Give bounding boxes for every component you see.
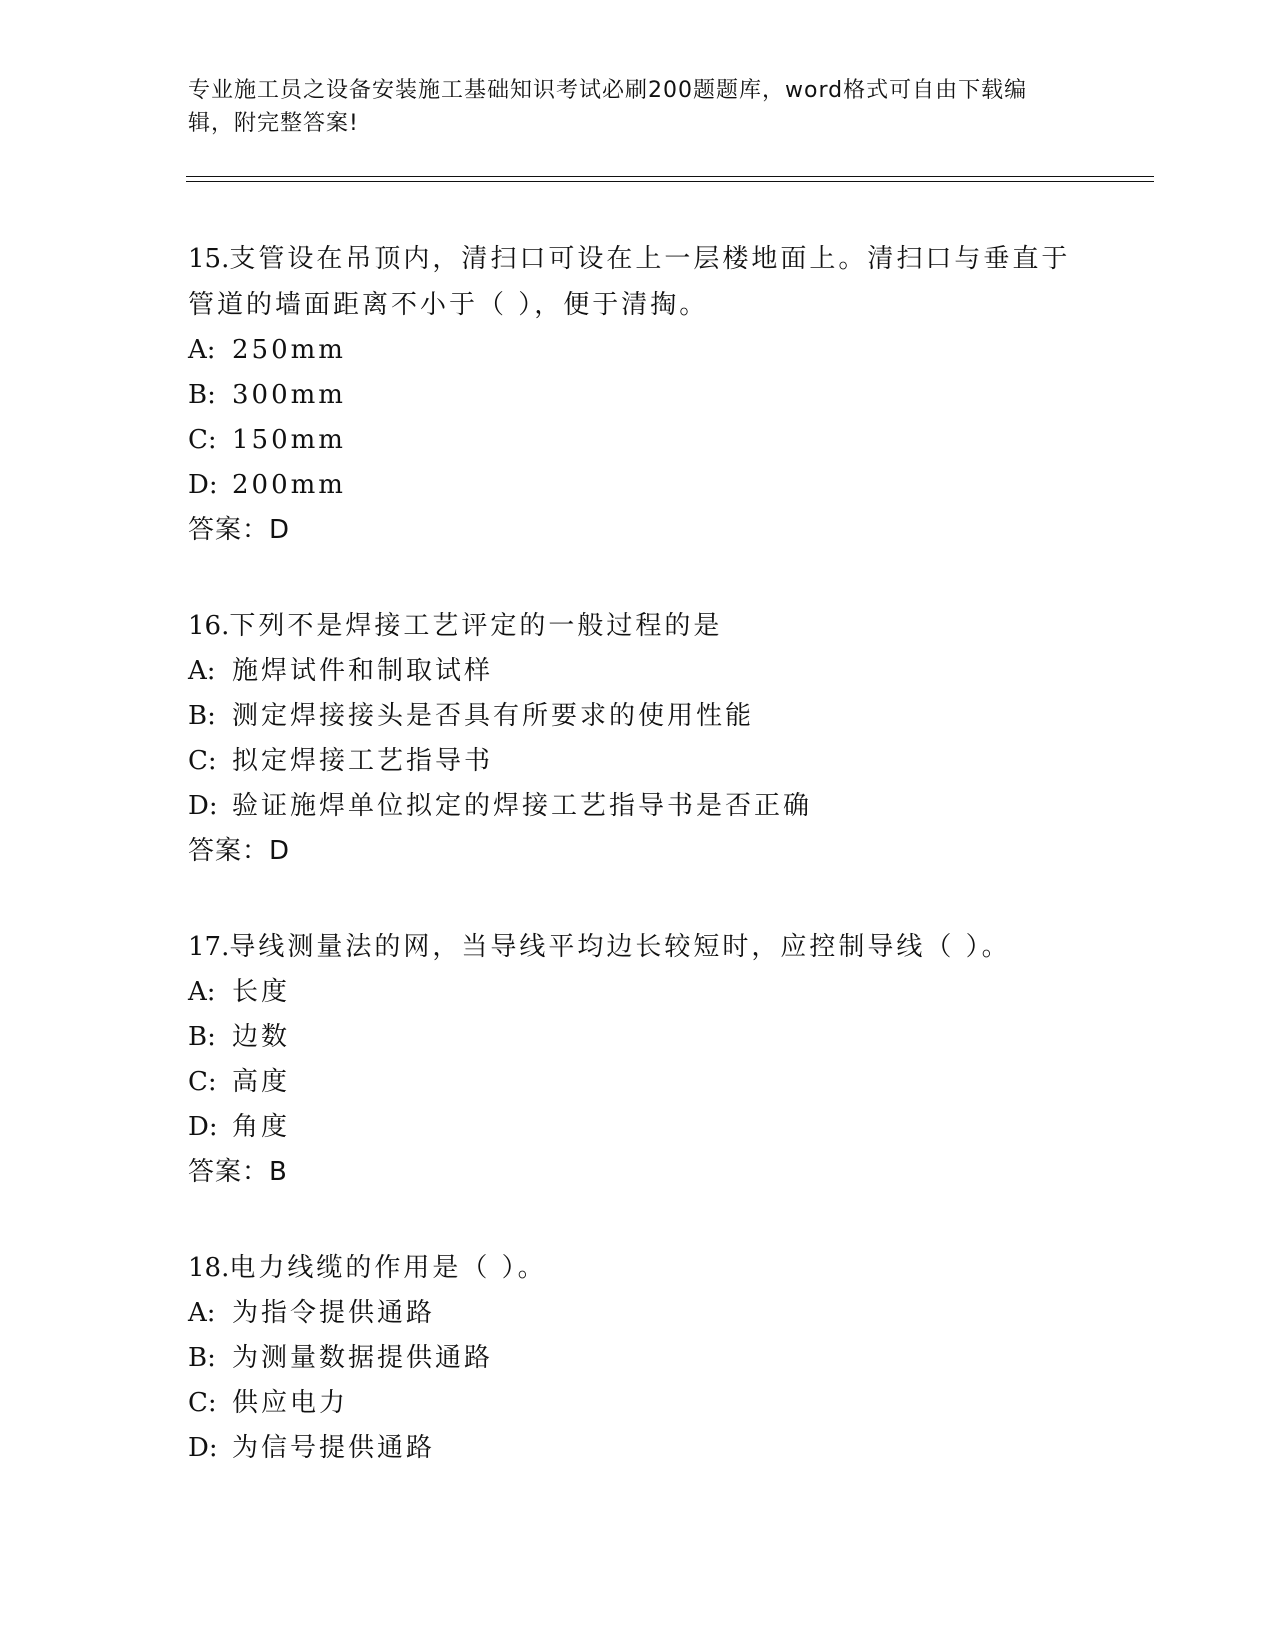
header-rule-bottom xyxy=(186,181,1154,182)
option-text: 长度 xyxy=(232,977,291,1007)
option-d xyxy=(188,1105,1088,1150)
option-letter: B: xyxy=(188,1022,216,1052)
option-a xyxy=(188,328,1088,373)
answer-line: 答案：D xyxy=(188,515,291,545)
question-number: 17. xyxy=(188,932,230,962)
option-letter: D: xyxy=(188,470,218,500)
option-b xyxy=(188,373,1088,418)
question-stem xyxy=(188,603,1088,649)
option-letter: A: xyxy=(188,656,216,686)
option-letter: C: xyxy=(188,1388,217,1418)
question-stem xyxy=(188,1245,1088,1291)
question-number: 18. xyxy=(188,1253,230,1283)
option-text: 边数 xyxy=(232,1022,291,1052)
header-rule-top xyxy=(186,176,1154,177)
question-text: 支管设在吊顶内，清扫口可设在上一层楼地面上。清扫口与垂直于管道的墙面距离不小于（ ），便于清掏。 xyxy=(188,244,1071,320)
question-text: 电力线缆的作用是（ ）。 xyxy=(229,1253,547,1283)
option-text: 角度 xyxy=(232,1112,291,1142)
header-title: 专业施工员之设备安装施工基础知识考试必刷200题题库，word格式可自由下载编辑，附完整答案! xyxy=(188,78,1028,136)
option-d xyxy=(188,1426,1088,1471)
option-d xyxy=(188,784,1088,829)
option-a xyxy=(188,649,1088,694)
option-text: 200mm xyxy=(232,470,346,500)
option-letter: B: xyxy=(188,1343,216,1373)
option-text: 为指令提供通路 xyxy=(232,1298,436,1328)
option-c xyxy=(188,739,1088,784)
option-c xyxy=(188,1381,1088,1426)
option-text: 施焊试件和制取试样 xyxy=(232,656,494,686)
option-letter: D: xyxy=(188,791,218,821)
option-text: 150mm xyxy=(232,425,346,455)
option-letter: A: xyxy=(188,1298,216,1328)
question-15 xyxy=(188,236,1088,553)
option-text: 300mm xyxy=(232,380,346,410)
question-17 xyxy=(188,924,1088,1195)
question-stem xyxy=(188,236,1088,328)
question-number: 16. xyxy=(188,611,230,641)
option-letter: A: xyxy=(188,977,216,1007)
question-18 xyxy=(188,1245,1088,1471)
question-16 xyxy=(188,603,1088,874)
option-b xyxy=(188,1336,1088,1381)
question-number: 15. xyxy=(188,244,230,274)
option-text: 为信号提供通路 xyxy=(232,1433,436,1463)
option-text: 高度 xyxy=(232,1067,291,1097)
option-text: 供应电力 xyxy=(232,1388,349,1418)
question-stem xyxy=(188,924,1088,970)
option-a xyxy=(188,970,1088,1015)
question-list xyxy=(188,236,1088,1521)
option-text: 验证施焊单位拟定的焊接工艺指导书是否正确 xyxy=(232,791,813,821)
option-text: 250mm xyxy=(232,335,346,365)
option-letter: C: xyxy=(188,1067,217,1097)
question-text: 导线测量法的网，当导线平均边长较短时，应控制导线（ ）。 xyxy=(229,932,1011,962)
option-text: 测定焊接接头是否具有所要求的使用性能 xyxy=(232,701,755,731)
option-b xyxy=(188,694,1088,739)
question-text: 下列不是焊接工艺评定的一般过程的是 xyxy=(229,611,723,641)
option-letter: A: xyxy=(188,335,216,365)
option-letter: C: xyxy=(188,425,217,455)
answer-line: 答案：B xyxy=(188,1157,288,1187)
option-c xyxy=(188,418,1088,463)
option-a xyxy=(188,1291,1088,1336)
option-b xyxy=(188,1015,1088,1060)
answer-line: 答案：D xyxy=(188,836,291,866)
option-letter: C: xyxy=(188,746,217,776)
option-c xyxy=(188,1060,1088,1105)
document-header xyxy=(188,74,1068,140)
option-letter: D: xyxy=(188,1112,218,1142)
option-text: 为测量数据提供通路 xyxy=(232,1343,494,1373)
option-letter: B: xyxy=(188,380,216,410)
option-letter: B: xyxy=(188,701,216,731)
option-letter: D: xyxy=(188,1433,218,1463)
option-text: 拟定焊接工艺指导书 xyxy=(232,746,494,776)
option-d xyxy=(188,463,1088,508)
